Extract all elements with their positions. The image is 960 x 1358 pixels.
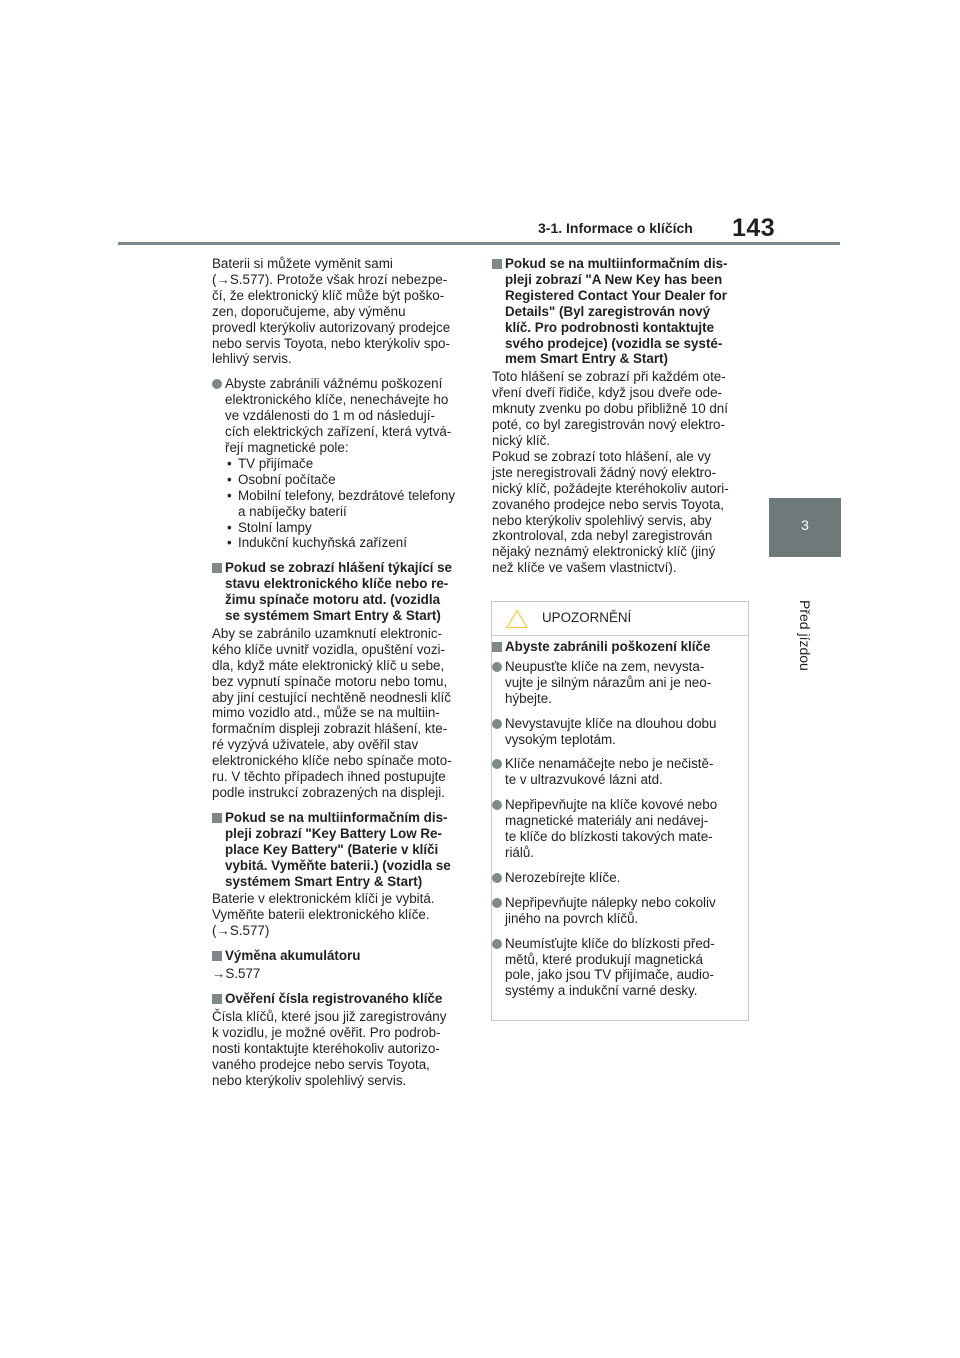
warning-item-text xyxy=(505,659,740,707)
text-line: zovaného prodejce nebo servis Toyota, xyxy=(492,496,725,512)
text-line: nebo servis Toyota, nebo kterýkoliv spo- xyxy=(212,335,450,351)
text-line: nebo kterýkoliv spolehlivý servis, aby xyxy=(492,512,712,528)
heading-square-icon xyxy=(212,813,222,823)
text-line: vysokým teplotám. xyxy=(505,731,616,747)
heading-text xyxy=(225,560,470,624)
text-line: magnetické materiály ani nedávej- xyxy=(505,813,709,829)
warning-item-text xyxy=(505,797,740,861)
text-line: Neupusťte klíče na zem, nevysta- xyxy=(505,658,705,674)
chapter-title: Před jízdou xyxy=(797,600,813,671)
paragraph-new-key-registered xyxy=(492,369,754,576)
text-line: Pokud se na multiinformačním dis- xyxy=(225,809,448,825)
bullet-dot-icon xyxy=(492,800,502,810)
text-line: mknuty zvenku po dobu přibližně 10 dní xyxy=(492,401,728,417)
text-line: (→S.577). Protože však hrozí nebezpe- xyxy=(212,271,448,287)
text-line: nický klíč. xyxy=(492,432,551,448)
text-line: lehlivý servis. xyxy=(212,351,292,367)
page-number: 143 xyxy=(732,214,776,242)
text-line: stavu elektronického klíče nebo re- xyxy=(225,576,449,592)
warning-item xyxy=(492,659,740,707)
text-line: hýbejte. xyxy=(505,690,552,706)
text-line: ré vyzývá uživatele, aby ověřil stav xyxy=(212,737,419,753)
text-line: řejí magnetické pole: xyxy=(225,439,349,455)
warning-box xyxy=(491,601,749,1021)
text-line: mětů, které produkují magnetická xyxy=(505,951,703,967)
text-line: Details" (Byl zaregistrován nový xyxy=(505,303,711,319)
bullet-dot-icon xyxy=(492,662,502,672)
heading-text xyxy=(225,810,470,890)
text-line: Nevystavujte klíče na dlouhou dobu xyxy=(505,715,717,731)
text-line: Nerozebírejte klíče. xyxy=(505,869,621,885)
device-list xyxy=(225,456,470,551)
text-line: bez vypnutí spínače motoru nebo tomu, xyxy=(212,673,448,689)
text-line: Baterii si můžete vyměnit sami xyxy=(212,256,393,271)
warning-item-text xyxy=(505,716,740,748)
text-line: podle instrukcí zobrazených na displeji. xyxy=(212,785,445,800)
warning-item xyxy=(492,895,740,927)
text-line: Nepřipevňujte nálepky nebo cokoliv xyxy=(505,894,716,910)
device-list-item: a nabíječky baterií xyxy=(238,503,347,519)
text-line: mimo vozidlo atd., může se na multiin- xyxy=(212,705,440,721)
text-line: nický klíč, požádejte kteréhokoliv autori- xyxy=(492,480,729,496)
text-line: place Key Battery" (Baterie v klíči xyxy=(225,841,439,857)
bullet-item xyxy=(212,376,470,551)
intro-paragraph xyxy=(212,256,470,367)
text-line: ve vzdálenosti do 1 m od následují- xyxy=(225,408,435,424)
text-line: poté, co byl zaregistrován nový elektro- xyxy=(492,417,725,433)
heading-square-icon xyxy=(492,642,502,652)
text-line: než klíče ve vašem vlastnictví). xyxy=(492,560,677,576)
bullet-dot-icon xyxy=(212,379,222,389)
text-line: dla, když máte elektronický klíč u sebe, xyxy=(212,657,445,673)
text-line: te v ultrazvukové lázni atd. xyxy=(505,772,663,788)
text-line: aby jiní cestující nechtěně neodnesli klíč xyxy=(212,689,451,705)
heading-key-number-check xyxy=(212,991,470,1007)
bullet-dot-icon xyxy=(492,759,502,769)
bullet-dot-icon xyxy=(492,939,502,949)
right-column xyxy=(492,256,754,585)
text-line: formačním displeji zobrazit hlášení, kte- xyxy=(212,721,448,737)
text-line: elektronického klíče, nenechávejte ho xyxy=(225,392,449,408)
heading-new-key-registered xyxy=(492,256,754,367)
text-line: pleji zobrazí "A New Key has been xyxy=(505,271,723,287)
text-line: se systémem Smart Entry & Start) xyxy=(225,608,441,624)
text-line: Neumísťujte klíče do blízkosti před- xyxy=(505,935,715,951)
warning-list xyxy=(492,659,740,999)
heading-text: Výměna akumulátoru xyxy=(225,948,361,964)
warning-title: UPOZORNĚNÍ xyxy=(542,610,632,625)
text-line: Klíče nenamáčejte nebo je nečistě- xyxy=(505,756,714,772)
text-line: nosti kontaktujte kteréhokoliv autorizo- xyxy=(212,1040,440,1056)
paragraph-battery-replacement: →S.577 xyxy=(212,966,261,982)
text-line: provedl kterýkoliv autorizovaný prodejce xyxy=(212,319,451,335)
text-line: Registered Contact Your Dealer for xyxy=(505,287,727,303)
warning-item-text xyxy=(505,936,740,1000)
text-line: mem Smart Entry & Start) xyxy=(505,351,668,367)
warning-body xyxy=(492,635,740,1008)
paragraph-key-status xyxy=(212,626,470,801)
device-list-item: • Osobní počítače xyxy=(225,472,470,488)
warning-item-text xyxy=(505,895,740,927)
warning-item xyxy=(492,716,740,748)
heading-square-icon xyxy=(212,563,222,573)
text-line: Aby se zabránilo uzamknutí elektronic- xyxy=(212,625,442,641)
text-line: Pokud se zobrazí toto hlášení, ale vy xyxy=(492,448,711,464)
paragraph-key-battery-low xyxy=(212,891,470,939)
bullet-dot-icon xyxy=(492,898,502,908)
text-line: kého klíče uvnitř vozidla, opuštění vozi- xyxy=(212,641,445,657)
text-line: systémy a indukční varné desky. xyxy=(505,983,698,999)
text-line: vření dveří řidiče, když jsou dveře ode- xyxy=(492,385,722,401)
text-line: vybitá. Vyměňte baterii.) (vozidla se xyxy=(225,857,451,873)
header-rule xyxy=(118,242,840,245)
heading-text: Abyste zabránili poškození klíče xyxy=(505,639,711,654)
chapter-number: 3 xyxy=(801,517,809,533)
text-line: cích elektrických zařízení, která vytvá- xyxy=(225,424,452,440)
text-line: vujte je silným nárazům ani je neo- xyxy=(505,674,712,690)
text-line: Čísla klíčů, které jsou již zaregistrovány xyxy=(212,1008,447,1024)
warning-item xyxy=(492,797,740,861)
bullet-text xyxy=(225,376,470,456)
warning-item-text xyxy=(505,756,740,788)
device-list-item: • Indukční kuchyňská zařízení xyxy=(225,535,470,551)
text-line: te klíče do blízkosti takových mate- xyxy=(505,829,713,845)
text-line: Nepřipevňujte na klíče kovové nebo xyxy=(505,797,718,813)
text-line: svého prodejce) (vozidla se systé- xyxy=(505,335,723,351)
text-line: riálů. xyxy=(505,844,535,860)
text-line: Vyměňte baterii elektronického klíče. xyxy=(212,907,430,923)
text-line: žimu spínače motoru atd. (vozidla xyxy=(225,592,441,608)
heading-key-status xyxy=(212,560,470,624)
section-title: 3-1. Informace o klíčích xyxy=(538,220,693,236)
text-line: jiného na povrch klíčů. xyxy=(505,910,639,926)
warning-item-text xyxy=(505,870,740,886)
bullet-dot-icon xyxy=(492,873,502,883)
text-line: systémem Smart Entry & Start) xyxy=(225,873,423,889)
heading-key-battery-low xyxy=(212,810,470,890)
text-line: vaného prodejce nebo servis Toyota, xyxy=(212,1056,430,1072)
heading-square-icon xyxy=(492,259,502,269)
text-line: Toto hlášení se zobrazí při každém ote- xyxy=(492,369,726,385)
heading-text: Ověření čísla registrovaného klíče xyxy=(225,990,443,1006)
text-line: čí, že elektronický klíč může být poško- xyxy=(212,287,445,303)
text-line: (→S.577) xyxy=(212,923,270,939)
heading-square-icon xyxy=(212,951,222,961)
text-line: Baterie v elektronickém klíči je vybitá. xyxy=(212,891,435,907)
text-line: Pokud se zobrazí hlášení týkající se xyxy=(225,560,452,576)
text-line: zen, doporučujeme, aby výměnu xyxy=(212,303,406,319)
text-line: Pokud se na multiinformačním dis- xyxy=(505,256,728,271)
warning-item xyxy=(492,936,740,1000)
device-list-item: • Stolní lampy xyxy=(225,520,470,536)
text-line: jste neregistrovali žádný nový elektro- xyxy=(492,464,717,480)
warning-header xyxy=(492,602,748,636)
text-line: zkontroloval, zda nebyl zaregistrován xyxy=(492,528,713,544)
text-line: nebo kterýkoliv spolehlivý servis. xyxy=(212,1072,407,1088)
text-line: Abyste zabránili vážnému poškození xyxy=(225,376,443,392)
device-list-item: • Mobilní telefony, bezdrátové telefony xyxy=(225,488,470,504)
text-line: pleji zobrazí "Key Battery Low Re- xyxy=(225,825,442,841)
text-line: klíč. Pro podrobnosti kontaktujte xyxy=(505,319,715,335)
left-column xyxy=(212,256,470,1097)
text-line: pole, jako jsou TV přijímače, audio- xyxy=(505,967,714,983)
chapter-tab xyxy=(769,498,841,557)
bullet-dot-icon xyxy=(492,719,502,729)
warning-item xyxy=(492,756,740,788)
text-line: ru. V těchto případech ihned postupujte xyxy=(212,769,446,785)
warning-triangle-icon xyxy=(506,609,528,629)
paragraph-key-number-check xyxy=(212,1009,470,1089)
heading-square-icon xyxy=(212,994,222,1004)
text-line: nějaký neznámý elektronický klíč (jiný xyxy=(492,544,716,560)
heading-text xyxy=(505,256,754,367)
warning-item xyxy=(492,870,740,886)
text-line: elektronického klíče nebo spínače moto- xyxy=(212,753,452,769)
warning-heading xyxy=(492,639,740,655)
text-line: k vozidlu, je možné ověřit. Pro podrob- xyxy=(212,1024,441,1040)
heading-battery-replacement xyxy=(212,948,470,964)
device-list-item: • TV přijímače xyxy=(225,456,470,472)
